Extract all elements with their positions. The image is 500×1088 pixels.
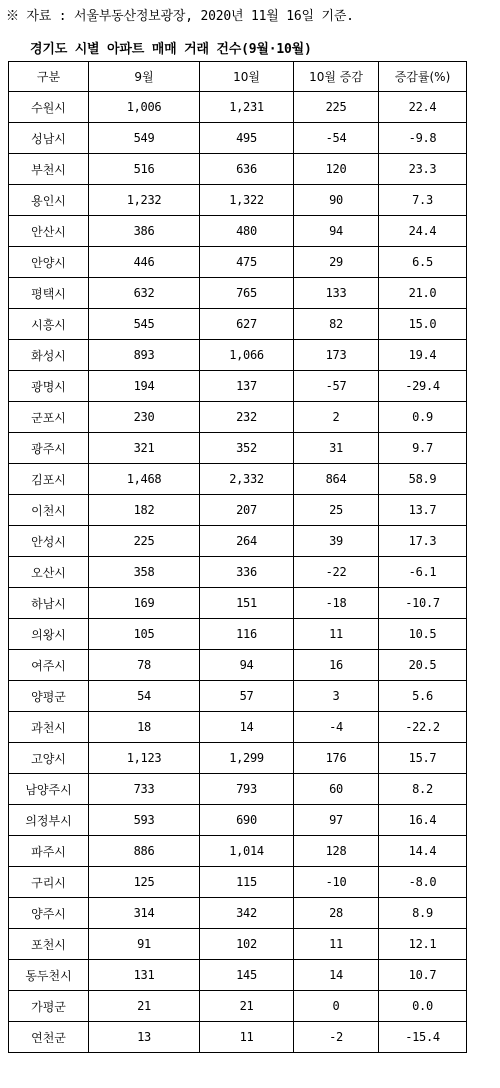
header-change-rate: 증감률(%) [379, 62, 467, 92]
table-row [9, 619, 467, 650]
table-row [9, 836, 467, 867]
cell-october: 495 [200, 123, 294, 154]
table-row [9, 185, 467, 216]
cell-september: 225 [89, 526, 200, 557]
cell-change: 3 [294, 681, 379, 712]
cell-october: 636 [200, 154, 294, 185]
cell-change-rate: 16.4 [379, 805, 467, 836]
cell-region: 이천시 [9, 495, 89, 526]
cell-region: 과천시 [9, 712, 89, 743]
table-body [9, 92, 467, 1053]
cell-october: 145 [200, 960, 294, 991]
cell-region: 화성시 [9, 340, 89, 371]
cell-change-rate: -22.2 [379, 712, 467, 743]
table-row [9, 805, 467, 836]
cell-change: 28 [294, 898, 379, 929]
table-row [9, 247, 467, 278]
cell-october: 14 [200, 712, 294, 743]
cell-region: 김포시 [9, 464, 89, 495]
cell-october: 151 [200, 588, 294, 619]
table-row [9, 154, 467, 185]
cell-change-rate: -9.8 [379, 123, 467, 154]
cell-september: 21 [89, 991, 200, 1022]
cell-change: 29 [294, 247, 379, 278]
cell-change-rate: 15.7 [379, 743, 467, 774]
cell-change: 31 [294, 433, 379, 464]
cell-region: 광주시 [9, 433, 89, 464]
table-row [9, 557, 467, 588]
table-row [9, 774, 467, 805]
cell-september: 314 [89, 898, 200, 929]
cell-september: 105 [89, 619, 200, 650]
table-row [9, 92, 467, 123]
cell-change-rate: 6.5 [379, 247, 467, 278]
cell-september: 545 [89, 309, 200, 340]
cell-september: 593 [89, 805, 200, 836]
cell-october: 207 [200, 495, 294, 526]
table-row [9, 371, 467, 402]
cell-change: 82 [294, 309, 379, 340]
cell-september: 169 [89, 588, 200, 619]
cell-change: 225 [294, 92, 379, 123]
cell-october: 336 [200, 557, 294, 588]
cell-change: 11 [294, 619, 379, 650]
cell-change-rate: 8.9 [379, 898, 467, 929]
table-header-row [9, 62, 467, 92]
cell-change-rate: 19.4 [379, 340, 467, 371]
cell-change-rate: 15.0 [379, 309, 467, 340]
cell-october: 690 [200, 805, 294, 836]
cell-september: 54 [89, 681, 200, 712]
table-row [9, 743, 467, 774]
cell-change-rate: 10.7 [379, 960, 467, 991]
header-october: 10월 [200, 62, 294, 92]
cell-region: 남양주시 [9, 774, 89, 805]
header-region: 구분 [9, 62, 89, 92]
cell-change: 128 [294, 836, 379, 867]
cell-region: 하남시 [9, 588, 89, 619]
cell-september: 893 [89, 340, 200, 371]
cell-change-rate: 20.5 [379, 650, 467, 681]
cell-september: 78 [89, 650, 200, 681]
cell-change: -2 [294, 1022, 379, 1053]
cell-region: 구리시 [9, 867, 89, 898]
cell-change: 2 [294, 402, 379, 433]
cell-october: 11 [200, 1022, 294, 1053]
cell-change-rate: -8.0 [379, 867, 467, 898]
table-row [9, 309, 467, 340]
cell-region: 양평군 [9, 681, 89, 712]
cell-change: 864 [294, 464, 379, 495]
cell-october: 232 [200, 402, 294, 433]
cell-change: -22 [294, 557, 379, 588]
cell-september: 516 [89, 154, 200, 185]
cell-region: 부천시 [9, 154, 89, 185]
cell-change-rate: 9.7 [379, 433, 467, 464]
cell-september: 1,468 [89, 464, 200, 495]
cell-change: -54 [294, 123, 379, 154]
cell-october: 21 [200, 991, 294, 1022]
cell-region: 연천군 [9, 1022, 89, 1053]
cell-region: 안성시 [9, 526, 89, 557]
table-row [9, 123, 467, 154]
cell-change-rate: 7.3 [379, 185, 467, 216]
cell-change-rate: 0.0 [379, 991, 467, 1022]
cell-october: 765 [200, 278, 294, 309]
cell-september: 18 [89, 712, 200, 743]
cell-change-rate: -29.4 [379, 371, 467, 402]
cell-october: 793 [200, 774, 294, 805]
cell-september: 91 [89, 929, 200, 960]
cell-change: 60 [294, 774, 379, 805]
cell-october: 1,299 [200, 743, 294, 774]
cell-region: 포천시 [9, 929, 89, 960]
cell-region: 성남시 [9, 123, 89, 154]
cell-october: 480 [200, 216, 294, 247]
cell-region: 의왕시 [9, 619, 89, 650]
cell-september: 733 [89, 774, 200, 805]
cell-change: -10 [294, 867, 379, 898]
cell-september: 125 [89, 867, 200, 898]
cell-change-rate: 21.0 [379, 278, 467, 309]
cell-change-rate: 58.9 [379, 464, 467, 495]
cell-change-rate: 10.5 [379, 619, 467, 650]
cell-change-rate: -15.4 [379, 1022, 467, 1053]
table-row [9, 991, 467, 1022]
cell-october: 57 [200, 681, 294, 712]
cell-change: -57 [294, 371, 379, 402]
cell-september: 321 [89, 433, 200, 464]
table-row [9, 402, 467, 433]
cell-region: 시흥시 [9, 309, 89, 340]
cell-october: 102 [200, 929, 294, 960]
cell-region: 의정부시 [9, 805, 89, 836]
cell-september: 886 [89, 836, 200, 867]
cell-change: 176 [294, 743, 379, 774]
table-row [9, 650, 467, 681]
cell-region: 수원시 [9, 92, 89, 123]
cell-october: 137 [200, 371, 294, 402]
cell-change-rate: 23.3 [379, 154, 467, 185]
cell-september: 358 [89, 557, 200, 588]
cell-september: 182 [89, 495, 200, 526]
cell-change: 94 [294, 216, 379, 247]
table-row [9, 867, 467, 898]
table-row [9, 216, 467, 247]
cell-september: 131 [89, 960, 200, 991]
table-row [9, 278, 467, 309]
cell-region: 오산시 [9, 557, 89, 588]
table-row [9, 526, 467, 557]
cell-october: 1,066 [200, 340, 294, 371]
table-row [9, 929, 467, 960]
table-row [9, 340, 467, 371]
cell-september: 386 [89, 216, 200, 247]
cell-october: 475 [200, 247, 294, 278]
cell-october: 627 [200, 309, 294, 340]
table-row [9, 1022, 467, 1053]
cell-change-rate: 8.2 [379, 774, 467, 805]
cell-october: 352 [200, 433, 294, 464]
cell-change: 90 [294, 185, 379, 216]
cell-change: 11 [294, 929, 379, 960]
source-note: ※ 자료 : 서울부동산정보광장, 2020년 11월 16일 기준. [6, 9, 354, 24]
cell-september: 194 [89, 371, 200, 402]
cell-region: 용인시 [9, 185, 89, 216]
cell-change-rate: 0.9 [379, 402, 467, 433]
cell-september: 1,123 [89, 743, 200, 774]
cell-change-rate: 22.4 [379, 92, 467, 123]
cell-october: 116 [200, 619, 294, 650]
cell-change: 97 [294, 805, 379, 836]
cell-october: 1,231 [200, 92, 294, 123]
cell-october: 264 [200, 526, 294, 557]
cell-region: 고양시 [9, 743, 89, 774]
cell-september: 446 [89, 247, 200, 278]
cell-september: 549 [89, 123, 200, 154]
cell-region: 평택시 [9, 278, 89, 309]
cell-change-rate: 24.4 [379, 216, 467, 247]
cell-october: 94 [200, 650, 294, 681]
cell-change: 0 [294, 991, 379, 1022]
cell-change: 25 [294, 495, 379, 526]
cell-change: 173 [294, 340, 379, 371]
cell-september: 1,232 [89, 185, 200, 216]
header-september: 9월 [89, 62, 200, 92]
cell-october: 2,332 [200, 464, 294, 495]
header-october-change: 10월 증감 [294, 62, 379, 92]
cell-september: 13 [89, 1022, 200, 1053]
table-row [9, 588, 467, 619]
cell-change: 133 [294, 278, 379, 309]
cell-change-rate: 5.6 [379, 681, 467, 712]
cell-region: 파주시 [9, 836, 89, 867]
cell-change: 16 [294, 650, 379, 681]
cell-change-rate: -10.7 [379, 588, 467, 619]
cell-region: 안양시 [9, 247, 89, 278]
table-row [9, 433, 467, 464]
table-row [9, 712, 467, 743]
apartment-trade-table [8, 61, 467, 1053]
cell-change-rate: 12.1 [379, 929, 467, 960]
cell-change-rate: 14.4 [379, 836, 467, 867]
table-row [9, 898, 467, 929]
cell-change-rate: 17.3 [379, 526, 467, 557]
cell-october: 1,014 [200, 836, 294, 867]
cell-region: 동두천시 [9, 960, 89, 991]
cell-october: 115 [200, 867, 294, 898]
table-title: 경기도 시별 아파트 매매 거래 건수(9월·10월) [30, 42, 312, 57]
cell-region: 여주시 [9, 650, 89, 681]
cell-september: 1,006 [89, 92, 200, 123]
cell-region: 군포시 [9, 402, 89, 433]
cell-september: 632 [89, 278, 200, 309]
cell-region: 가평군 [9, 991, 89, 1022]
table-row [9, 681, 467, 712]
table-row [9, 960, 467, 991]
cell-change: -4 [294, 712, 379, 743]
cell-region: 안산시 [9, 216, 89, 247]
cell-october: 342 [200, 898, 294, 929]
table-row [9, 495, 467, 526]
cell-september: 230 [89, 402, 200, 433]
table-row [9, 464, 467, 495]
cell-change: 120 [294, 154, 379, 185]
cell-region: 양주시 [9, 898, 89, 929]
cell-change: 14 [294, 960, 379, 991]
cell-change-rate: -6.1 [379, 557, 467, 588]
cell-change: -18 [294, 588, 379, 619]
cell-region: 광명시 [9, 371, 89, 402]
cell-change-rate: 13.7 [379, 495, 467, 526]
cell-october: 1,322 [200, 185, 294, 216]
cell-change: 39 [294, 526, 379, 557]
